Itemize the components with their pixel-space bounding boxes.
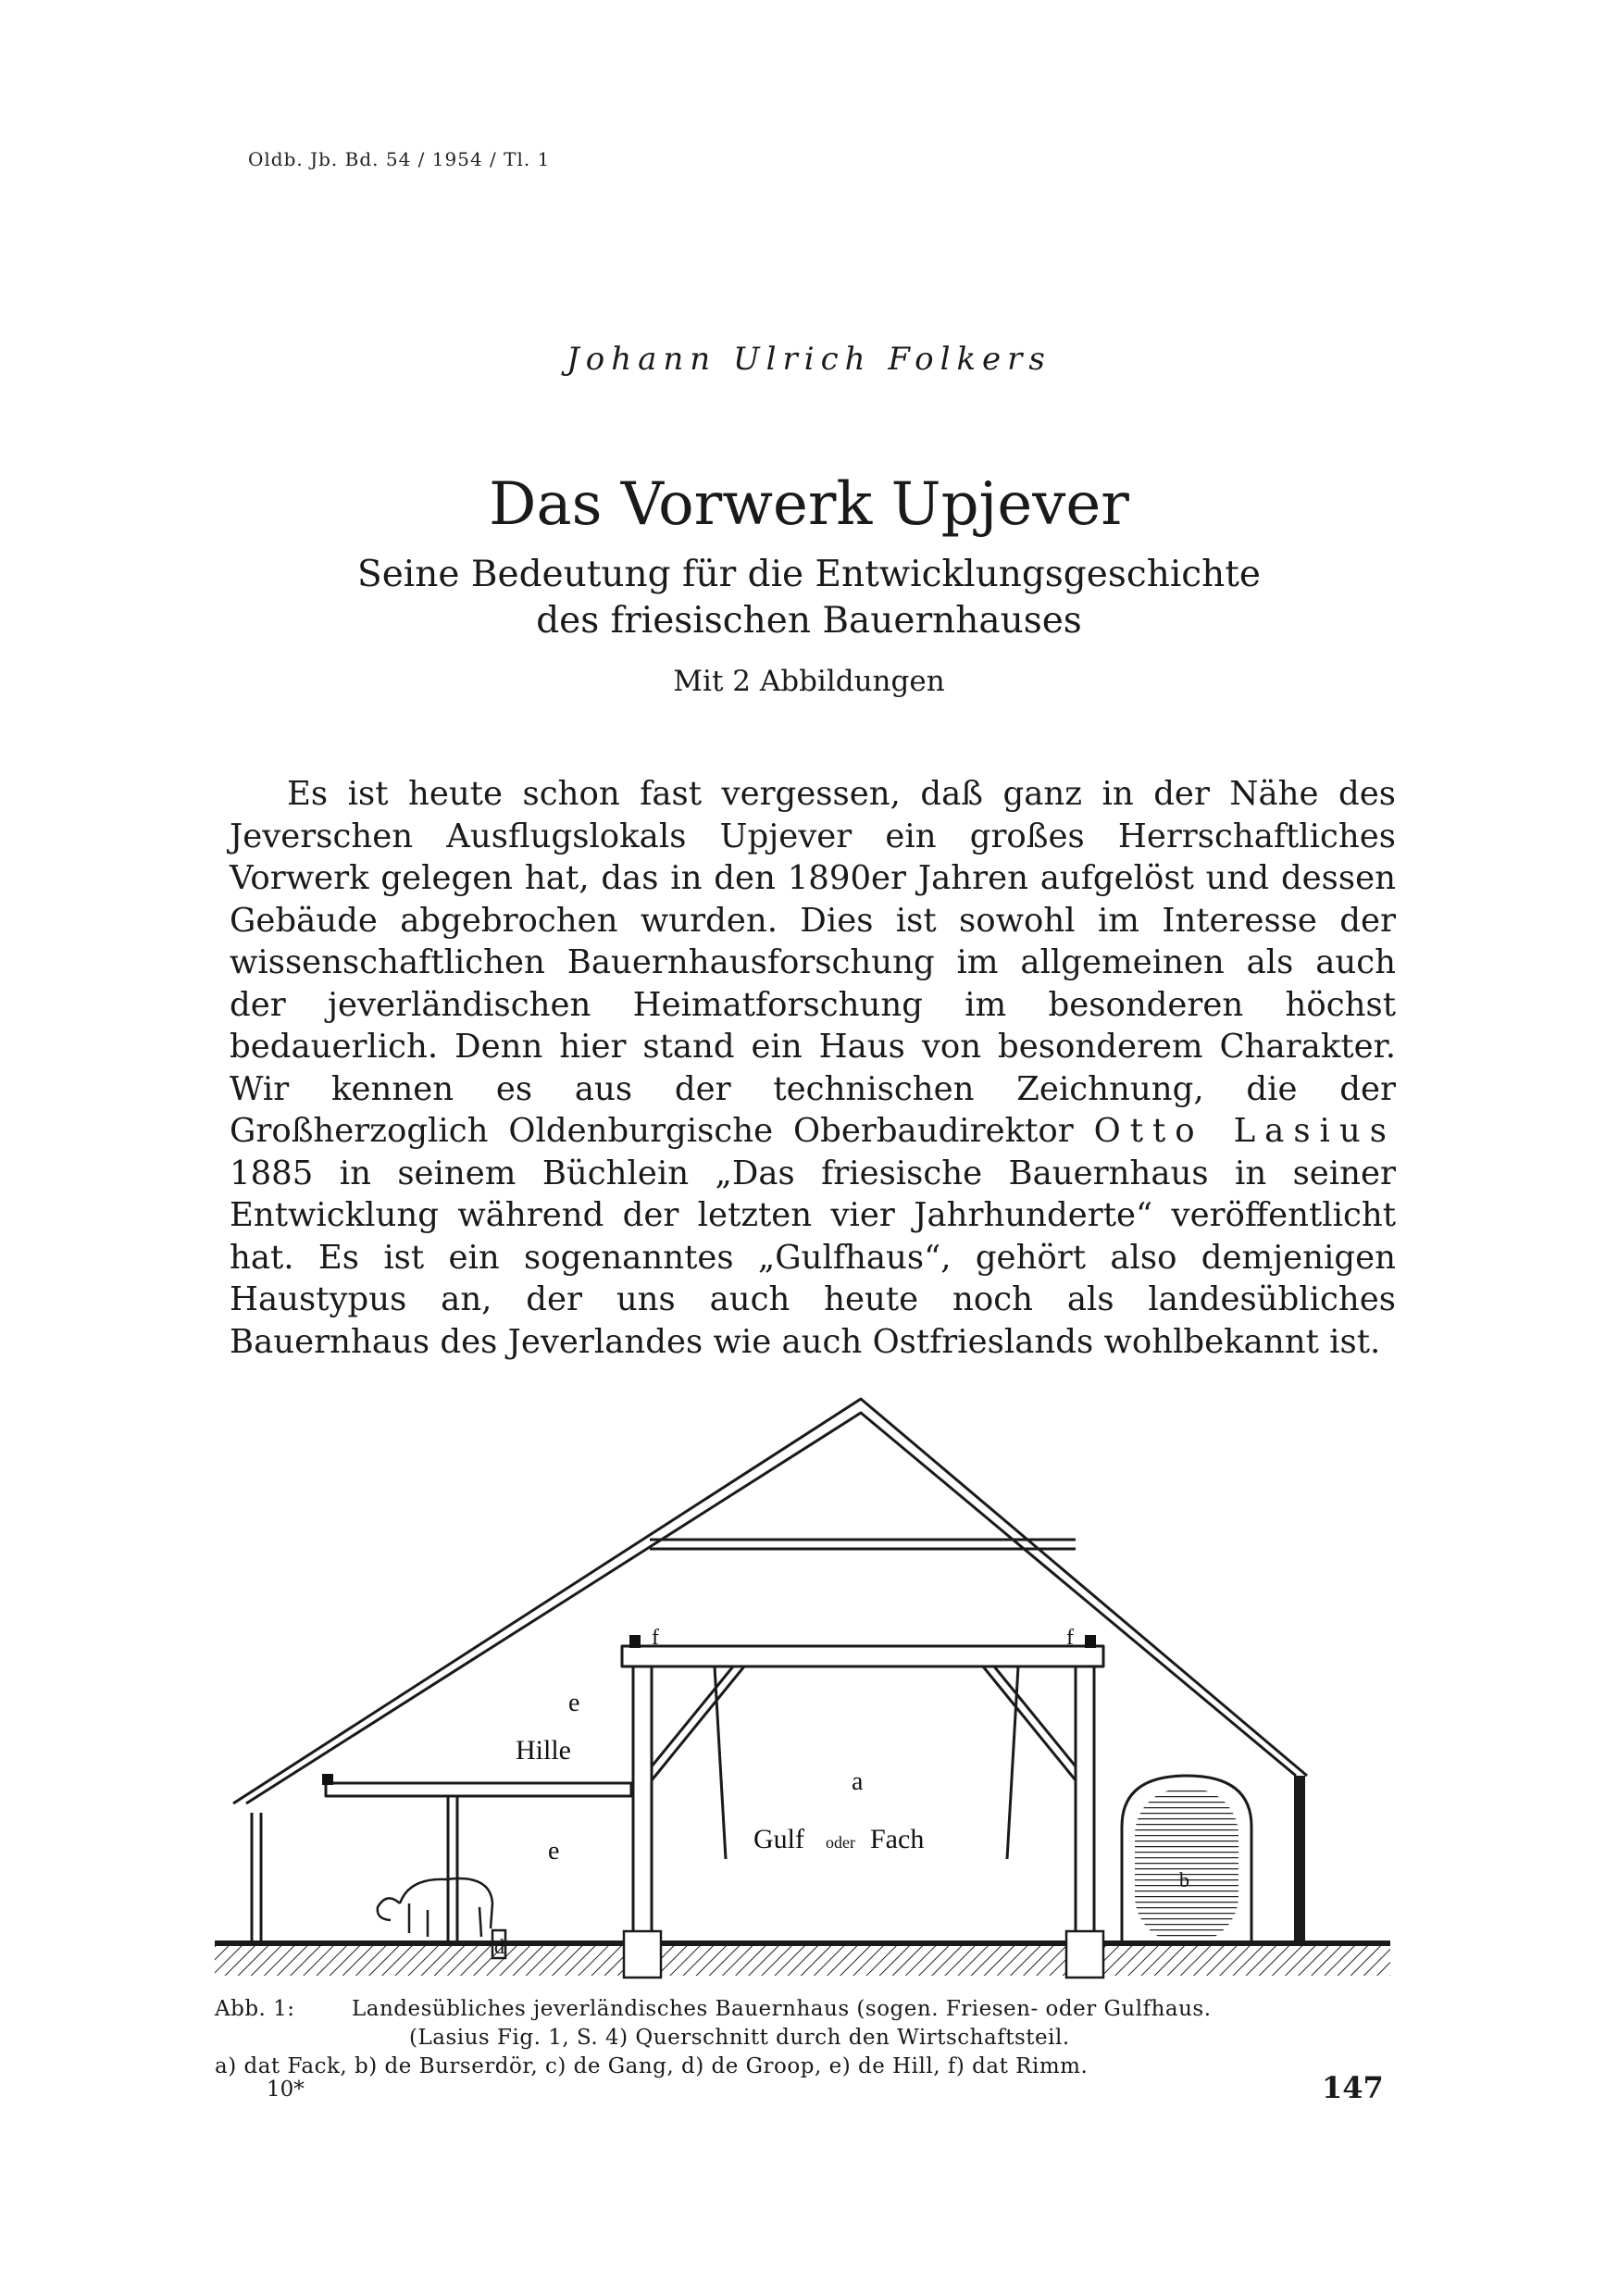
article-subtitle — [0, 552, 1618, 644]
body-part-1: Es ist heute schon fast vergessen, daß ganz in der Nähe des Jeverschen Ausflugslokals Upjever ein großes Herrschaftliches Vorwerk gelegen hat, das in den 1890er Jahren aufgelöst und dessen Gebäude abgebrochen wurden. Dies ist sowohl im Interesse der wissenschaftlichen Bauernhausforschung im allgemeinen als auch der jeverländischen Heimatforschung im besonderen höchst bedauerlich. Denn hier stand ein Haus von besonderem Charakter. Wir kennen es aus der technischen Zeichnung, die der Großherzoglich Oldenburgische Oberbaudirektor — [230, 775, 1396, 1150]
right-wall-dark — [1294, 1776, 1305, 1942]
rimm-right — [1085, 1635, 1096, 1648]
author-name: Johann Ulrich Folkers — [566, 341, 1052, 378]
label-fach: Fach — [870, 1824, 925, 1854]
rimm-hill — [322, 1774, 333, 1785]
roof-inner — [246, 1413, 1296, 1803]
label-b: b — [1179, 1868, 1189, 1891]
caption-line-3: a) dat Fack, b) de Burserdör, c) de Gang, d) de Groop, e) de Hill, f) dat Rimm. — [215, 2054, 1089, 2078]
label-hille: Hille — [516, 1735, 571, 1766]
right-post — [1076, 1666, 1094, 1944]
caption-line-1: Landesübliches jeverländisches Bauernhaus (sogen. Friesen- oder Gulfhaus. — [352, 1997, 1212, 2021]
body-name-spaced: Otto Lasius — [1093, 1112, 1396, 1150]
signature-mark: 10* — [267, 2078, 305, 2102]
journal-header: Oldb. Jb. Bd. 54 / 1954 / Tl. 1 — [248, 148, 551, 170]
label-e-mid: e — [548, 1837, 560, 1866]
body-part-2: 1885 in seinem Büchlein „Das friesische Bauernhaus in seiner Entwicklung während der letzten vier Jahrhunderte“ veröffentlicht hat. Es ist ein sogenanntes „Gulfhaus“, gehört also demjenigen Haustypus an, der uns auch heute noch als landesübliches Bauernhaus des Jeverlandes wie auch Ostfrieslands wohlbekannt ist. — [230, 1154, 1396, 1361]
label-f-left: f — [652, 1626, 659, 1650]
left-post-footing — [624, 1931, 661, 1978]
roof-outline — [233, 1399, 1307, 1803]
hill-beam — [326, 1783, 631, 1796]
subtitle-line-1: Seine Bedeutung für die Entwicklungsgeschichte — [356, 554, 1262, 595]
label-oder: oder — [826, 1833, 855, 1852]
body-paragraph — [230, 773, 1396, 1363]
right-post-footing — [1066, 1931, 1103, 1978]
tie-beam — [622, 1646, 1103, 1666]
subtitle-line-2: des friesischen Bauernhauses — [536, 600, 1082, 642]
ground-line — [215, 1940, 1390, 1946]
caption-line-2: (Lasius Fig. 1, S. 4) Querschnitt durch den Wirtschaftsteil. — [409, 2026, 1070, 2050]
label-f-right: f — [1066, 1626, 1074, 1650]
label-e-top: e — [568, 1689, 580, 1717]
left-post — [633, 1666, 652, 1944]
caption-label: Abb. 1: — [215, 1997, 295, 2021]
illustrations-note: Mit 2 Abbildungen — [673, 665, 945, 698]
brace-right — [994, 1666, 1076, 1766]
sheep-sketch — [378, 1878, 492, 1937]
label-gulf: Gulf — [753, 1824, 804, 1854]
label-d: d — [494, 1935, 504, 1958]
body-text — [230, 773, 1396, 1363]
strut-right — [1007, 1666, 1018, 1859]
burserdoer-door — [1135, 1789, 1238, 1942]
page-number: 147 — [1322, 2070, 1384, 2105]
brace-left — [652, 1666, 733, 1766]
article-title: Das Vorwerk Upjever — [489, 470, 1129, 539]
rimm-left — [629, 1635, 641, 1648]
ground-hatching — [215, 1946, 1390, 1976]
label-a: a — [852, 1767, 864, 1796]
house-cross-section-figure — [215, 1396, 1390, 1989]
figure-caption — [215, 1995, 1395, 2081]
caption-row-1 — [215, 1995, 1395, 2024]
